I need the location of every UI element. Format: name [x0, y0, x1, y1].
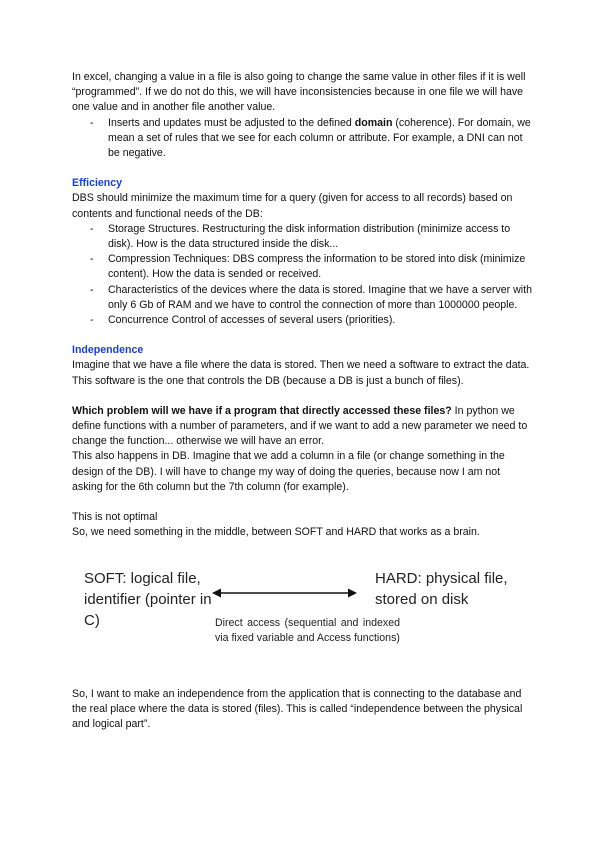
db-example-paragraph: This also happens in DB. Imagine that we add a column in a file (or change something in the design of the DB). I will have to change my way of doing the queries, because now I am not asking for the 6th column but the 7th column (for example).: [72, 450, 505, 493]
intro-paragraph: In excel, changing a value in a file is also going to change the same value in other files if it is well “programmed”. If we do not do this, we will have inconsistencies because in one file we will have one value and in another file another value.: [72, 71, 526, 114]
efficiency-heading: Efficiency: [72, 177, 123, 190]
soft-hard-diagram: [84, 568, 534, 668]
hard-label: HARD: physical file, stored on disk: [375, 570, 508, 608]
soft-label: SOFT: logical file, identifier (pointer in C): [84, 570, 212, 629]
independence-heading: Independence: [72, 344, 144, 357]
question-paragraph: [72, 404, 532, 450]
independence-paragraph: Imagine that we have a file where the data is stored. Then we need a software to extract the data. This software is the one that controls the DB (because a DB is just a bunch of files).: [72, 359, 530, 387]
list-item: - Concurrence Control of accesses of several users (priorities).: [72, 313, 532, 328]
efficiency-intro: DBS should minimize the maximum time for a query (given for access to all records) based on contents and functional needs of the DB:: [72, 192, 513, 220]
closing-paragraph: So, I want to make an independence from the application that is connecting to the database and the real place where the data is stored (files). This is called “independence between the physical and logical part”.: [72, 688, 523, 731]
double-arrow-icon: [212, 586, 357, 600]
list-item: - Storage Structures. Restructuring the disk information distribution (minimize access to disk). How is the data structured inside the disk...: [72, 222, 532, 252]
bullet-text-bold: domain: [354, 116, 393, 129]
list-item: - Compression Techniques: DBS compress the information to be stored into disk (minimize content). How the data is sended or received.: [72, 252, 532, 282]
bullet-text-post: (coherence). For domain, we mean a set of rules that we see for each column or attribute. For example, a DNI can not be negative.: [108, 116, 531, 160]
document-body: [72, 70, 532, 540]
bullet-text-pre: Inserts and updates must be adjusted to the defined: [108, 116, 355, 129]
access-label: Direct access (sequential and indexed via fixed variable and Access functions): [215, 617, 400, 644]
list-item: - Characteristics of the devices where the data is stored. Imagine that we have a server with only 6 Gb of RAM and we have to control the connection of more than 1000000 people.: [72, 283, 532, 313]
question-rest: In python we define functions with a number of parameters, and if we want to add a new parameter we need to change the function... otherwise we will have an error.: [72, 404, 528, 448]
middle-layer-text: So, we need something in the middle, between SOFT and HARD that works as a brain.: [72, 526, 480, 539]
intro-bullet-list: [72, 116, 532, 162]
question-bold: Which problem will we have if a program that directly accessed these files?: [72, 404, 452, 417]
efficiency-list: [72, 222, 532, 328]
list-item: [72, 116, 532, 162]
not-optimal-text: This is not optimal: [72, 511, 158, 524]
